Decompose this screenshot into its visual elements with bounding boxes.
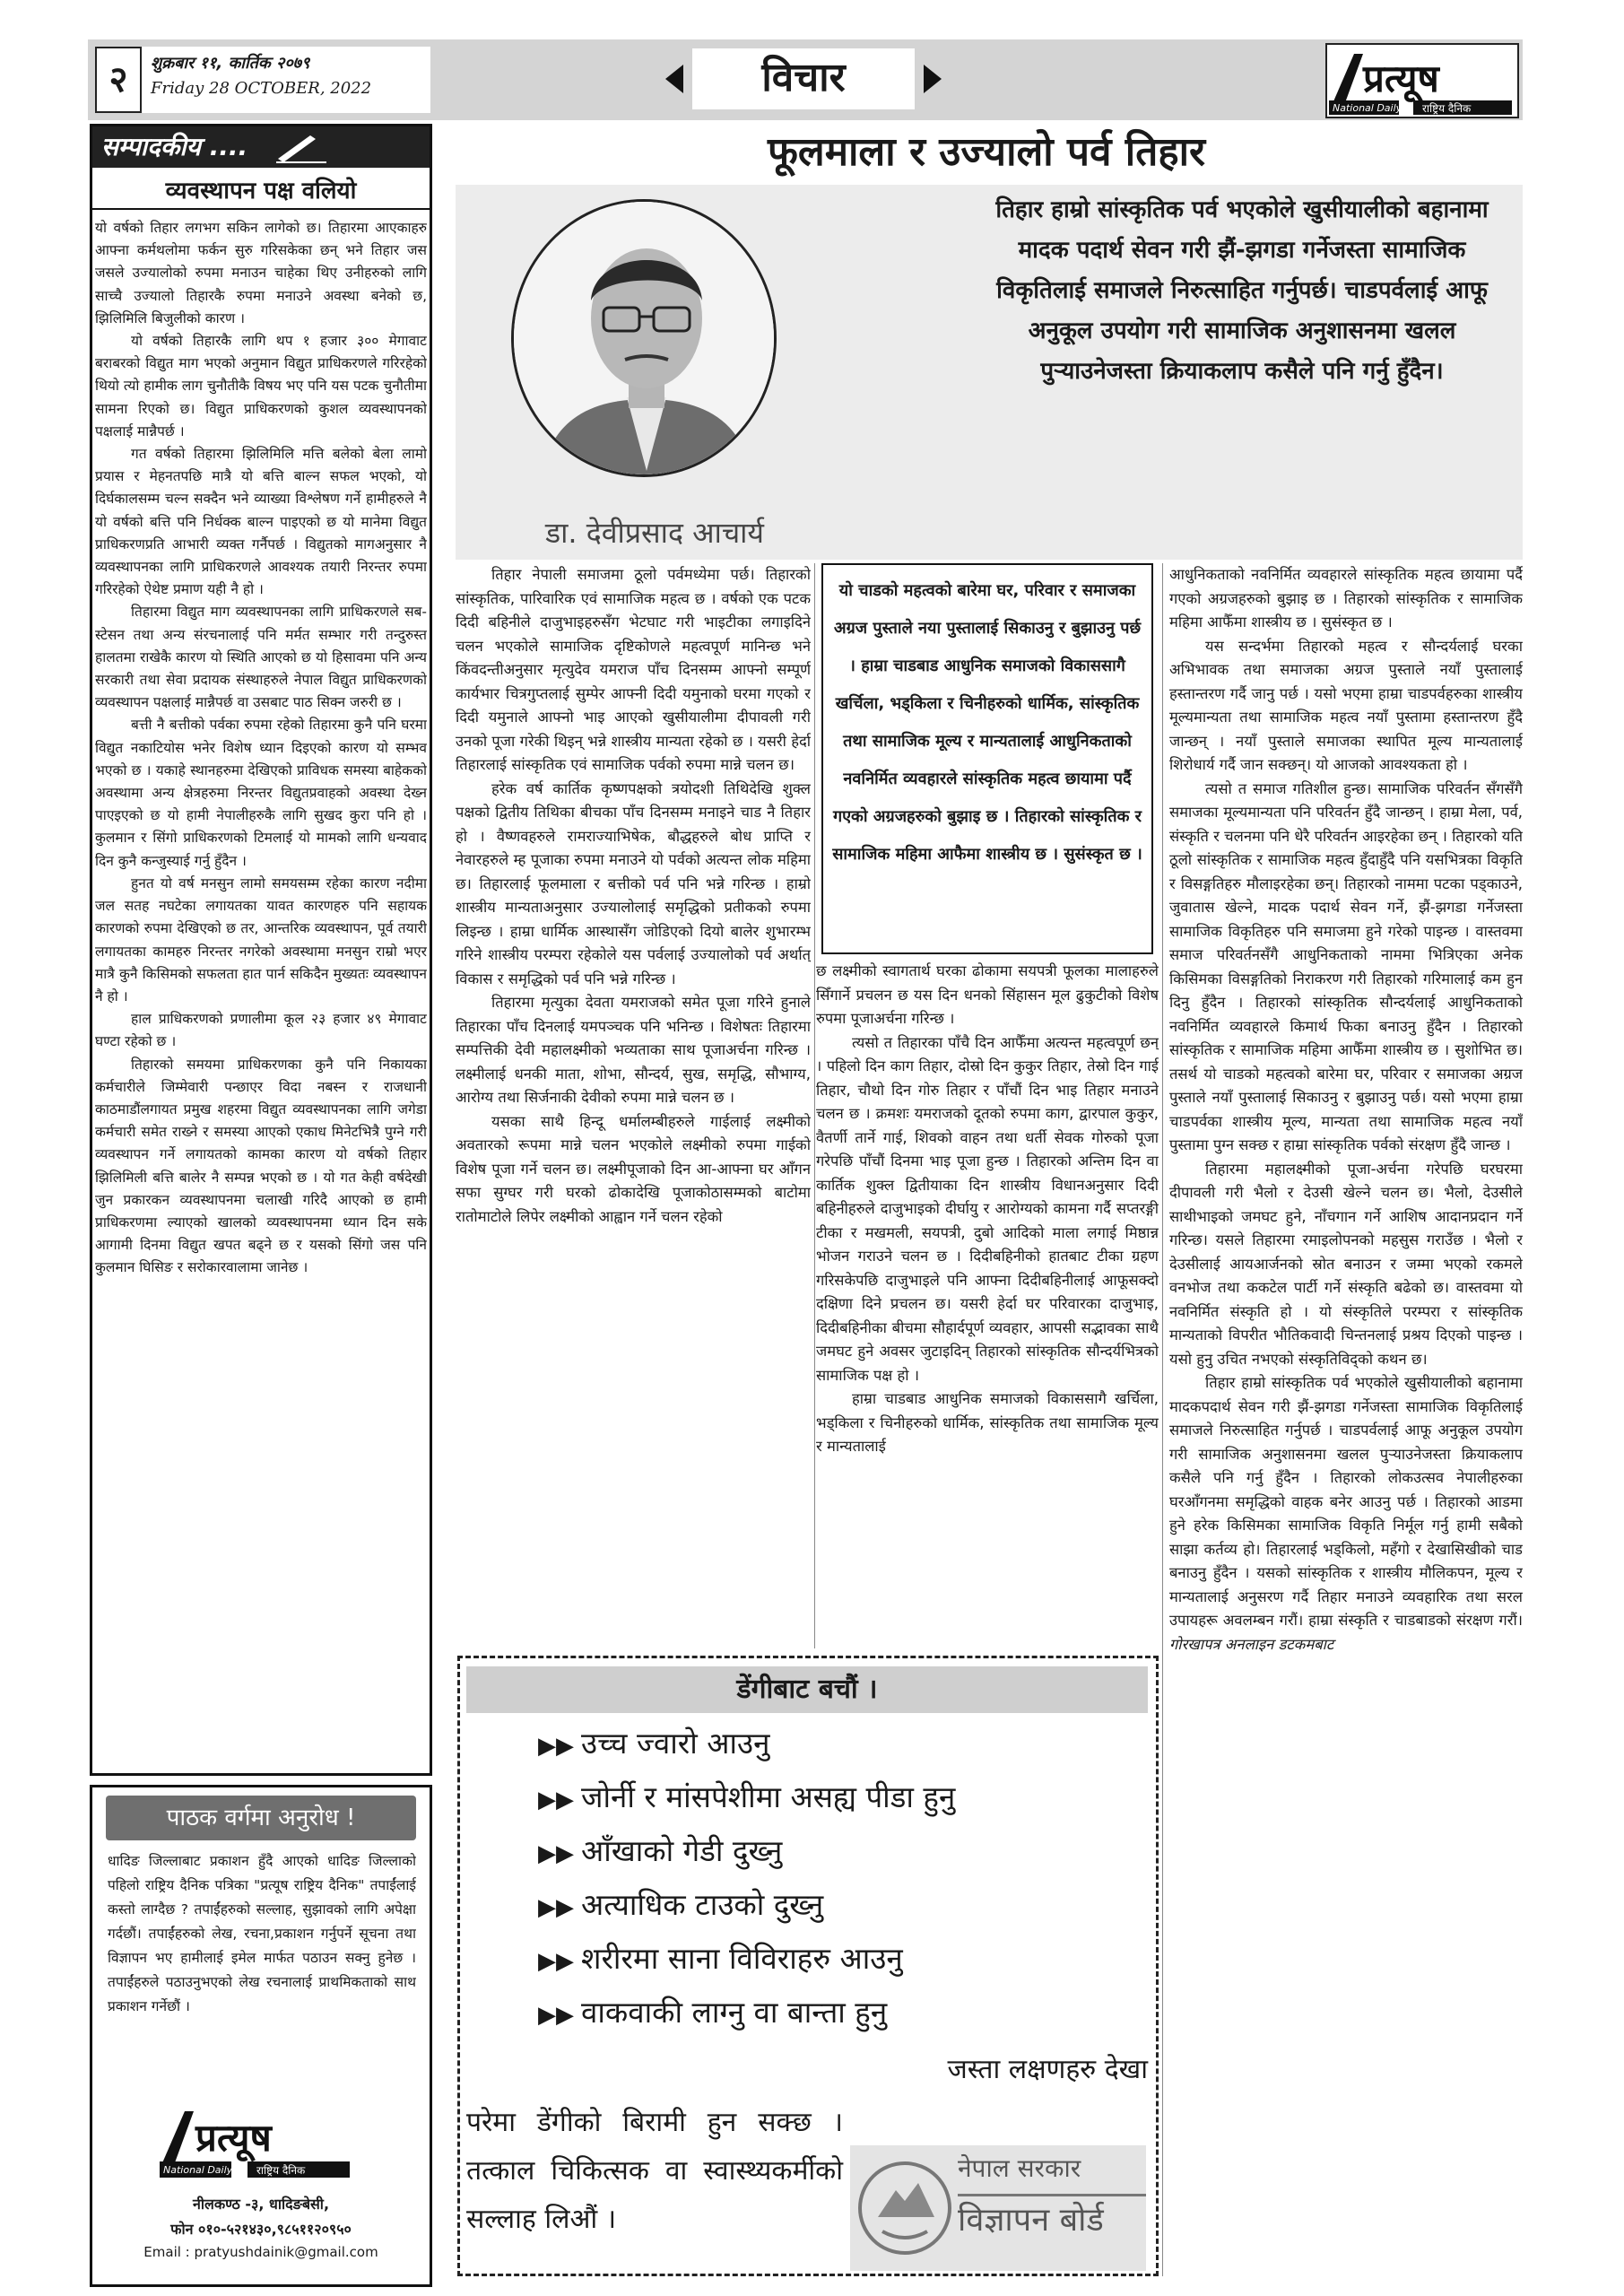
symptom-item [538,1722,1148,1765]
double-arrow-icon: ▶▶ [538,1733,574,1760]
article-paragraph: यसका साथै हिन्दू धर्मालम्बीहरुले गाईलाई लक्ष्मीको अवतारको रूपमा मान्ने चलन भएकोले लक्ष्मीको रुपमा गाईको विशेष पूजा गर्ने चलन छ। लक्ष्मीपूजाको दिन आ-आफ्ना घर आँगन सफा सुग्घर गरी घरको ढोकादेखि पूजाकोठासम्मको बाटोमा रातोमाटोले लिपेर लक्ष्मीको आह्वान गर्ने चलन रहेको [456,1112,811,1225]
reader-request-paragraph: धादिङ जिल्लाबाट प्रकाशन हुँदै आएको धादिङ जिल्लाको पहिलो राष्ट्रिय दैनिक पत्रिका "प्रत्यूष राष्ट्रिय दैनिक" तपाईंलाई कस्तो लाग्दैछ ? तपाईंहरुको सल्लाह, सुझावको लागि अपेक्षा गर्दछौं। तपाईंहरुको लेख, रचना,प्रकाशन गर्नुपर्ने सूचना तथा विज्ञापन भए हामीलाई इमेल मार्फत पठाउन सक्नु हुनेछ । तपाईंहरुले पठाउनुभएको लेख रचनालाई प्राथमिकताको साथ प्रकाशन गर्नेछौं । [108,1853,416,2014]
triangle-left-icon [665,65,683,93]
editorial-body [95,217,427,1769]
article-column-2 [816,960,1159,1648]
logo-graphic [1327,45,1517,117]
editorial-paragraph: हुनत यो वर्ष मनसुन लामो समयसम्म रहेका कारण नदीमा जल सतह नघटेका लगायतका यावत कारणहरु पनि सहायक कारणको रुपमा देखिएको छ तर, आन्तरिक व्यवस्थापन, पूर्व तयारी लगायतका कामहरु निरन्तर नगरेको अवस्थामा मनसुन राम्रो भएर मात्रै कुनै किसिमको सफलता हात पार्न सकिदैन मुख्यतः व्यवस्थापन नै हो । [95,874,427,1004]
editorial-paragraph: तिहारमा विद्युत माग व्यवस्थापनका लागि प्राधिकरणले सब-स्टेसन तथा अन्य संरचनालाई पनि मर्मत सम्भार गरी तन्दुरुस्त हालतमा राखेकै कारण यो स्थिति आएको छ यो हिसावमा पनि अन्य सरकारी तथा सेवा प्रदायक संस्थाहरुले नेपाल विद्युत प्राधिकरणको व्यवस्थापन पक्षलाई मान्नैपर्छ वा उसबाट पाठ सिक्न जरुरी छ । [95,604,427,711]
article-paragraph [1169,1371,1523,1657]
contact-address [99,2192,423,2242]
article-paragraph: यस सन्दर्भमा तिहारको महत्व र सौन्दर्यलाई घरका अभिभावक तथा समाजका अग्रज पुस्ताले नयाँ पुस्तालाई हस्तान्तरण गर्दै जानु पर्छ । यसो भएमा हाम्रा चाडपर्वहरुका शास्त्रीय मूल्यमान्यता तथा सामाजिक महत्व नयाँ पुस्तामा हस्तान्तरण हुँदै जान्छन् । नयाँ पुस्ताले समाजका स्थापित मूल्य मान्यतालाई शिरोधार्य गर्दै जान सक्छन्। यो आजको आवश्यकता हो । [1169,637,1523,773]
editorial-paragraph: गत वर्षको तिहारमा झिलिमिलि मत्ति बलेको बेला लामो प्रयास र मेहनतपछि मात्रै यो बत्ति बाल्न सफल भएको, यो दिर्घकालसम्म चल्न सक्दैन भने व्याख्या विश्लेषण गर्ने हामीहरुले नै यो वर्षको बत्ति पनि निर्धक्क बाल्न पाइएको छ यो मानेमा विद्युत प्राधिकरणप्रति आभारी व्यक्त गर्नैपर्छ । विद्युतको मागअनुसार नै व्यवस्थापनका लागि प्राधिकरणले आवश्यक तयारी निरन्तर रुपमा गरिरहेको ऐथेष्ट प्रमाण यही नै हो । [95,446,427,598]
date-box [142,47,430,113]
column-divider [814,563,815,1648]
article-paragraph: हरेक वर्ष कार्तिक कृष्णपक्षको त्रयोदशी तिथिदेखि शुक्ल पक्षको द्वितीय तिथिका बीचका पाँच दिनसम्म मनाइने चाड नै तिहार हो । वैष्णवहरुले रामराज्याभिषेक, बौद्धहरुले बोध प्राप्ति र नेवारहरुले म्ह पूजाका रुपमा मनाउने यो पर्वको अत्यन्त लोक महिमा छ। तिहारलाई फूलमाला र बत्तीको पर्व पनि भन्ने गरिन्छ । हाम्रो शास्त्रीय मान्यताअनुसार उज्यालोलाई समृद्धिको प्रतीकको रुपमा लिइन्छ । हाम्रा धार्मिक आस्थासँग जोडिएको दियो बालेर शुभारम्भ गरिने शास्त्रीय परम्परा रहेकोले यस पर्वलाई उज्यालोको पर्व अर्थात् विकास र समृद्धिको पर्व पनि भन्ने गरिन्छ । [456,779,811,987]
logo-tagline-ne: राष्ट्रिय दैनिक [1422,102,1472,115]
editorial-paragraph: यो वर्षको तिहार लगभग सकिन लागेको छ। तिहारमा आएकाहरु आफ्ना कर्मथलोमा फर्कन सुरु गरिसकेका छन् भने तिहार जस जसले उज्यालोको रुपमा मनाउन चाहेका थिए उनीहरुको लागि साच्चै उज्यालो तिहारकै रुपमा मनाउने अवस्था बनेको छ, झिलिमिलि बिजुलीको कारण । [95,220,427,326]
pen-icon [274,132,328,164]
logo-name: प्रत्यूष [195,2116,272,2160]
symptom-text: अत्याधिक टाउको दुख्नु [581,1887,824,1922]
box-quote [821,563,1153,954]
author-name: डा. देवीप्रसाद आचार्य [545,516,764,550]
article-paragraph: तिहारमा मृत्युका देवता यमराजको समेत पूजा गरिने हुनाले तिहारका पाँच दिनलाई यमपञ्चक पनि भनिन्छ । विशेषतः तिहारमा सम्पत्तिकी देवी महालक्ष्मीको भव्यताका साथ पूजाअर्चना गरिन्छ । लक्ष्मीलाई धनकी माता, शोभा, सौन्दर्य, सुख, समृद्धि, सौभाग्य, आरोग्य तथा सिर्जनाकी देवीको रुपमा मान्ने चलन छ । [456,994,811,1106]
author-portrait-image [514,202,777,477]
article-paragraph: त्यसो त समाज गतिशील हुन्छ। सामाजिक परिवर्तन सँगसँगै समाजका मूल्यमान्यता पनि परिवर्तन हुँदै जान्छन् । हाम्रा मेला, पर्व, संस्कृति र चलनमा पनि धेरै परिवर्तन आइरहेका छन् । तिहारको यति ठूलो सांस्कृतिक र सामाजिक महत्व हुँदाहुँदै पनि यसभित्रका विकृति र विसङ्गतिहरु मौलाइरहेका छन्। तिहारको नाममा पटका पड्काउने, जुवातास खेल्ने, मादक पदार्थ सेवन गर्ने, झैं-झगडा गर्नेजस्ता सामाजिक विकृतिहरु पनि समाजमा हुने गरेको पाइन्छ । वास्तवमा समाज परिवर्तनसँगै आधुनिकताको नाममा भित्रिएका अनेक किसिमका विसङ्गतिको निराकरण गरी तिहारको गरिमालाई कम हुन दिनु हुँदैन । तिहारको सांस्कृतिक सौन्दर्यलाई आधुनिकताको नवनिर्मित व्यवहारले किमार्थ फिका बनाउनु हुँदैन । तिहारको सांस्कृतिक र सामाजिक महिमा आफैँमा शास्त्रीय छ । सुशोभित छ। तसर्थ यो चाडको महत्वको बारेमा घर, परिवार र समाजका अग्रज पुस्ताले नयाँ पुस्तालाई सिकाउनु र बुझाउनु पर्छ। यसो भएमा हाम्रा चाडपर्वका शास्त्रीय मूल्य, मान्यता तथा सामाजिक महत्व नयाँ पुस्तामा पुग्न सक्छ र हाम्रा सांस्कृतिक पर्वको संरक्षण हुँदै जान्छ । [1169,779,1523,1153]
article-column-3 [1169,563,1523,2276]
editorial-paragraph: हाल प्राधिकरणको प्रणालीमा कूल २३ हजार ४९ मेगावाट घण्टा रहेको छ । [95,1011,427,1050]
article-headline: फूलमाला र उज्यालो पर्व तिहार [767,129,1206,175]
logo-tagline-en: National Daily [1333,102,1403,114]
logo-name: प्रत्यूष [1363,57,1439,100]
ad-board-label: विज्ञापन बोर्ड [958,2194,1146,2240]
symptom-text: उच्च ज्वारो आउनु [581,1726,770,1761]
article-paragraph-text: तिहार हाम्रो सांस्कृतिक पर्व भएकोले खुसीयालीको बहानामा मादकपदार्थ सेवन गरी झैं-झगडा गर्नेजस्ता सामाजिक विकृतिलाई समाजले निरुत्साहित गर्नुपर्छ । चाडपर्वलाई आफू अनुकूल उपयोग गरी सामाजिक अनुशासनमा खलल पुऱ्याउनेजस्ता क्रियाकलाप कसैले पनि गर्नु हुँदैन । तिहारको लोकउत्सव नेपालीहरुका घरआँगनमा समृद्धिको वाहक बनेर आउनु पर्छ । तिहारको आडमा हुने हरेक किसिमका सामाजिक विकृति निर्मूल गर्नु हामी सबैको साझा कर्तव्य हो। तिहारलाई भड्किलो, महँगो र देखासिखीको चाड बनाउनु हुँदैन । यसको सांस्कृतिक र शास्त्रीय मौलिकपन, मूल्य र मान्यतालाई अनुसरण गर्दै तिहार मनाउने व्यवहारिक तथा सरल उपायहरू अवलम्बन गरौं। हाम्रा संस्कृति र चाडबाडको संरक्षण गरौं। [1169,1374,1523,1629]
article-paragraph: हाम्रा चाडबाड आधुनिक समाजको विकाससागै खर्चिला, भड्किला र चिनीहरुको धार्मिक, सांस्कृतिक तथा सामाजिक मूल्य र मान्यतालाई [816,1390,1159,1455]
symptom-item [538,1991,1148,2034]
article-paragraph: त्यसो त तिहारका पाँचै दिन आफैँमा अत्यन्त महत्वपूर्ण छन् । पहिलो दिन काग तिहार, दोस्रो दिन कुकुर तिहार, तेस्रो दिन गाई तिहार, चौथो दिन गोरु तिहार र पाँचौं दिन भाइ तिहार मनाउने चलन छ । क्रमशः यमराजको दूतको रुपमा काग, द्वारपाल कुकुर, वैतर्णी तार्ने गाई, शिवको वाहन तथा धर्ती सेवक गोरुको पूजा गरेपछि पाँचौं दिनमा भाइ पूजा हुन्छ । तिहारको अन्तिम दिन वा कार्तिक शुक्ल द्वितीयाका दिन शास्त्रीय विधानअनुसार दिदी बहिनीहरुले दाजुभाइको दीर्घायु र आरोग्यको कामना गर्दै सप्तरङ्गी टीका र मखमली, सयपत्री, दुबो आदिको माला लगाई मिष्ठान्न भोजन गराउने चलन छ । दिदीबहिनीको हातबाट टीका ग्रहण गरिसकेपछि दाजुभाइले पनि आफ्ना दिदीबहिनीलाई आफूसक्दो दक्षिणा दिने प्रचलन छ। यसरी हेर्दा घर परिवारका दाजुभाइ, दिदीबहिनीका बीचमा सौहार्दपूर्ण व्यवहार, आपसी सद्भावका साथै जमघट हुने अवसर जुटाइदिन् तिहारको सांस्कृतिक सौन्दर्यभित्रको सामाजिक पक्ष हो । [816,1033,1159,1384]
article-column-1 [456,563,811,1648]
page-number: २ [95,47,142,113]
double-arrow-icon: ▶▶ [538,2002,574,2029]
symptom-item [538,1883,1148,1926]
date-nepali: शुक्रबार ११, कार्तिक २०७९ [151,54,310,73]
box-quote-text: यो चाडको महत्वको बारेमा घर, परिवार र समाजका अग्रज पुस्ताले नया पुस्तालाई सिकाउनु र बुझाउनु पर्छ । हाम्रा चाडबाड आधुनिक समाजको विकाससागै खर्चिला, भड्किला र चिनीहरुको धार्मिक, सांस्कृतिक तथा सामाजिक मूल्य र मान्यतालाई आधुनिकताको नवनिर्मित व्यवहारले सांस्कृतिक महत्व छायामा पर्दै गएको अग्रजहरुको बुझाइ छ । तिहारको सांस्कृतिक र सामाजिक महिमा आफैमा शास्त्रीय छ । सुसंस्कृत छ । [832,581,1142,864]
symptom-text: जोर्नी र मांसपेशीमा असह्य पीडा हुनु [581,1779,956,1814]
dengue-tail: जस्ता लक्षणहरु देखा [947,2054,1148,2085]
author-photo [511,199,777,477]
logo-tagline-ne: राष्ट्रिय दैनिक [256,2164,306,2177]
government-emblem-icon [855,2154,954,2262]
article-paragraph: तिहार नेपाली समाजमा ठूलो पर्वमध्येमा पर्छ। तिहारको सांस्कृतिक, पारिवारिक एवं सामाजिक महत्व छ । वर्षको एक पटक दिदी बहिनीले दाजुभाइहरुसँग भेटघाट गरी भाइटीका लगाइदिने चलन भएकोले सामाजिक दृष्टिकोणले महत्वपूर्ण मानिन्छ भने किंवदन्तीअनुसार मृत्युदेव यमराज पाँच दिनसम्म आफ्नो सम्पूर्ण कार्यभार चित्रगुप्तलाई सुम्पेर आफ्नी दिदी यमुनाको घरमा गएको र दिदी यमुनाले आफ्नो भाइ आएको खुसीयालीमा दीपावली गरी उनको पूजा गरेकी थिइन् भन्ने शास्त्रीय मान्यता रहेको छ । यसरी हेर्दा तिहारलाई सांस्कृतिक एवं सामाजिक पर्वको रुपमा मान्ने चलन छ। [456,566,811,773]
masthead-logo [1325,43,1519,118]
editorial-title: व्यवस्थापन पक्ष वलियो [92,172,430,210]
editorial-paragraph: यो वर्षको तिहारकै लागि थप १ हजार ३०० मेगावाट बराबरको विद्युत माग भएको अनुमान विद्युत प्राधिकरणले गरिरहेको थियो त्यो हामीक लाग चुनौतीकै विषय भए पनि यस पटक चुनौतीमा सामना रिएको छ। विद्युत प्राधिकरणको कुशल व्यवस्थापनको पक्षलाई मान्नैपर्छ । [95,333,427,439]
section-title: विचार [692,48,915,109]
dengue-advice-text: परेमा डेंगीको बिरामी हुन सक्छ । तत्काल चिकित्सक वा स्वास्थ्यकर्मीको सल्लाह लिऔं । [466,2107,843,2235]
double-arrow-icon: ▶▶ [538,1787,574,1813]
footer-logo [158,2106,353,2181]
ad-government-label: नेपाल सरकार [958,2153,1081,2183]
article-source: गोरखापत्र अनलाइन डटकमबाट [1169,1635,1334,1653]
reader-request-banner: पाठक वर्गमा अनुरोध ! [106,1796,416,1840]
double-arrow-icon: ▶▶ [538,1894,574,1921]
symptom-item [538,1776,1148,1819]
column-divider [1162,563,1163,2276]
symptom-text: आँखाको गेडी दुख्नु [581,1833,783,1868]
double-arrow-icon: ▶▶ [538,1840,574,1867]
symptom-text: शरीरमा साना विविराहरु आउनु [581,1941,903,1976]
date-english: Friday 28 OCTOBER, 2022 [151,79,372,98]
editorial-banner [92,126,430,168]
symptom-item [538,1937,1148,1980]
reader-request-text [108,1849,416,2056]
logo-graphic [158,2106,353,2181]
triangle-right-icon [924,65,942,93]
symptom-text: वाकवाकी लाग्नु वा बान्ता हुनु [581,1995,888,2030]
editorial-paragraph: तिहारको समयमा प्राधिकरणका कुनै पनि निकायका कर्मचारीले जिम्मेवारी पन्छाएर विदा नबस्न र राजधानी काठमाडौंलगायत प्रमुख शहरमा विद्युत व्यवस्थापनका लागि जगेडा कर्मचारी समेत राख्ने र समस्या आएको एकाध मिनेटभित्रै पुग्ने गरी व्यवस्थापन गर्ने लगायतको कामका कारण यो वर्षको तिहार झिलिमिली बत्ति बालेर नै सम्पन्न भएको छ । यो गत केही वर्षदेखी जुन प्रकारकन व्यवस्थापनमा चलाखी गरिदै आएको छ हामी प्राधिकरणमा ल्याएको खालको व्यवस्थापनमा ध्यान दिन सके आगामी दिनमा विद्युत खपत बढ्ने छ र यसको सिंगो जस पनि कुलमान घिसिङ र सरोकारवालामा जानेछ । [95,1056,427,1276]
logo-tagline-en: National Daily [163,2164,233,2176]
phone-line: फोन ०१०-५२१४३०,९८५११२०९५० [170,2221,352,2238]
article-paragraph: तिहारमा महालक्ष्मीको पूजा-अर्चना गरेपछि घरघरमा दीपावली गरी भैलो र देउसी खेल्ने चलन छ। भैलो, देउसीले साथीभाइको जमघट हुने, नाँचगान गर्ने आशिष आदानप्रदान गर्ने गरिन्छ। यसले तिहारमा रमाइलोपनको महसुस गराउँछ । भैलो र देउसीलाई आयआर्जनको स्रोत बनाउन र जम्मा भएको रकमले वनभोज तथा ककटेल पार्टी गर्ने संस्कृति बढेको छ। वास्तवमा यो नवनिर्मित संस्कृति हो । यो संस्कृतिले परम्परा र सांस्कृतिक मान्यताको विपरीत भौतिकवादी चिन्तनलाई प्रश्रय दिएको पाइन्छ । यसो हुनु उचित नभएको संस्कृतिविद्को कथन छ। [1169,1160,1523,1368]
dengue-title: डेंगीबाट बचौं । [466,1666,1148,1713]
email-line: Email : pratyushdainik@gmail.com [143,2244,378,2260]
pull-quote: तिहार हाम्रो सांस्कृतिक पर्व भएकोले खुसीयालीको बहानामा मादक पदार्थ सेवन गरी झैं-झगडा गर्नेजस्ता सामाजिक विकृतिलाई समाजले निरुत्साहित गर्नुपर्छ। चाडपर्वलाई आफू अनुकूल उपयोग गरी सामाजिक अनुशासनमा खलल पुऱ्याउनेजस्ता क्रियाकलाप कसैले पनि गर्नु हुँदैन। [995,196,1489,385]
editorial-paragraph: बत्ती नै बत्तीको पर्वका रुपमा रहेको तिहारमा कुनै पनि घरमा विद्युत नकाटियोस भनेर विशेष ध्यान दिइएको कारण यो सम्भव भएको छ । यकाहे स्थानहरुमा देखिएको प्राविधक समस्या बाहेकको अवस्थामा अन्य क्षेत्रहरुमा निरन्तर विद्युतप्रवाहको अवस्था देख्न पाएइएको छ यो हामी नेपालीहरुकै लागि सुखद कुरा पनि हो । कुलमान र सिंगो प्राधिकरणको टिमलाई यो मामको लागि धन्यवाद दिन कुनै कन्जुस्याई गर्नु हुँदैन । [95,717,427,869]
address-line: नीलकण्ठ -३, धादिङबेसी, [192,2196,330,2213]
double-arrow-icon: ▶▶ [538,1948,574,1975]
symptom-item [538,1830,1148,1873]
article-paragraph: आधुनिकताको नवनिर्मित व्यवहारले सांस्कृतिक महत्व छायामा पर्दै गएको अग्रजहरुको बुझाइ छ । तिहारको सांस्कृतिक र सामाजिक महिमा आफैँमा शास्त्रीय छ । सुसंस्कृत छ । [1169,566,1523,631]
article-paragraph: छ लक्ष्मीको स्वागतार्थ घरका ढोकामा सयपत्री फूलका मालाहरुले सिँगार्ने प्रचलन छ यस दिन धनको सिंहासन मूल ढुकुटीको विशेष रुपमा पूजाअर्चना गरिन्छ । [816,962,1159,1027]
editorial-banner-label: सम्पादकीय .... [101,132,248,161]
